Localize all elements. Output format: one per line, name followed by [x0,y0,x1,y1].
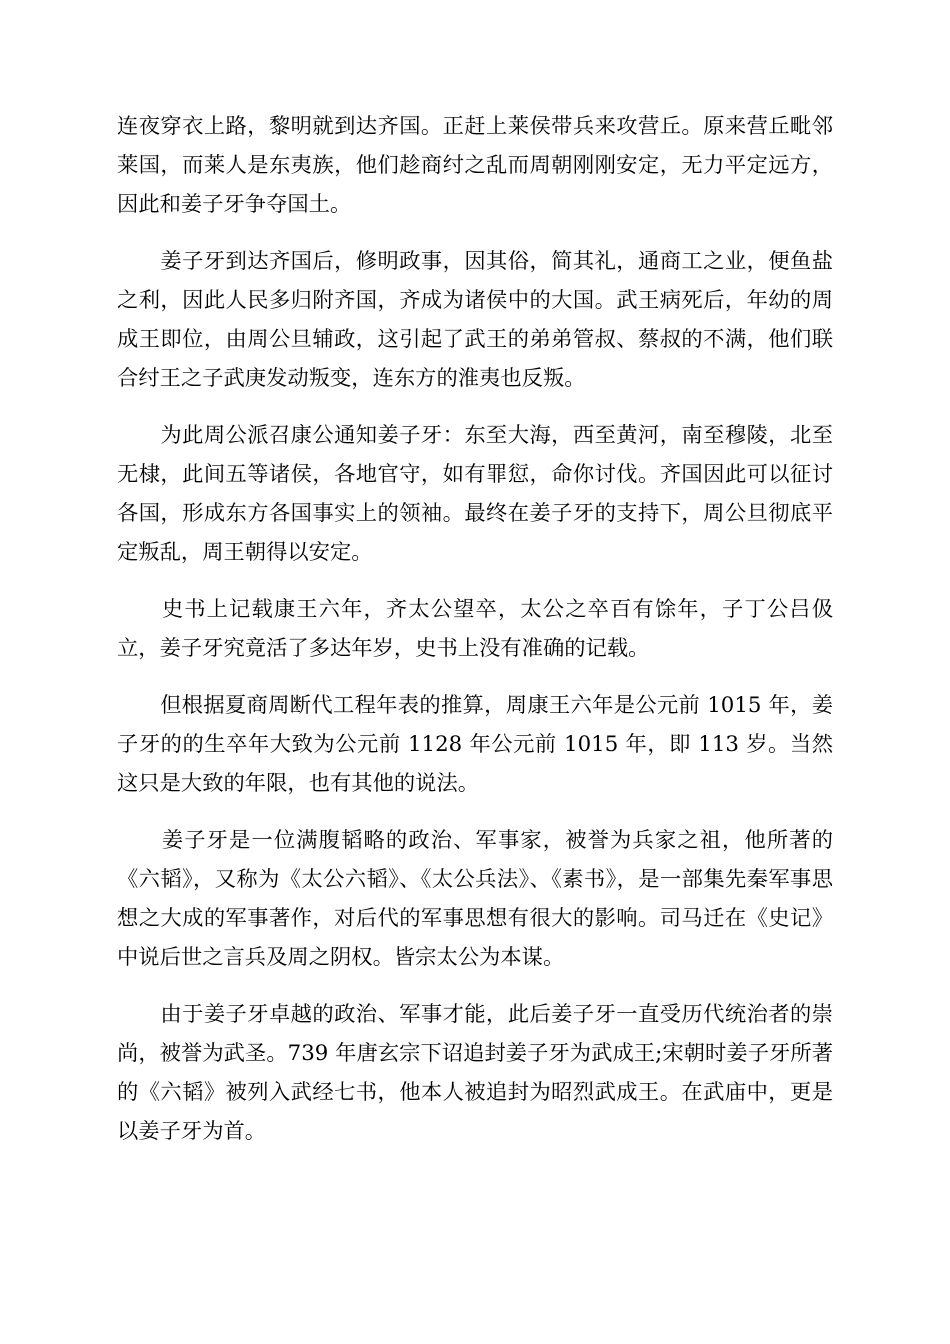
paragraph-2: 姜子牙到达齐国后，修明政事，因其俗，简其礼，通商工之业，便鱼盐之利，因此人民多归附齐国，齐成为诸侯中的大国。武王病死后，年幼的周成王即位，由周公旦辅政，这引起了武王的弟弟管叔、蔡叔的不满，他们联合纣王之子武庚发动叛变，连东方的淮夷也反叛。 [117,249,833,391]
paragraph-4: 史书上记载康王六年，齐太公望卒，太公之卒百有馀年，子丁公吕伋立，姜子牙究竟活了多达年岁，史书上没有准确的记载。 [117,597,833,661]
document-body [117,107,833,1169]
paragraph-5: 但根据夏商周断代工程年表的推算，周康王六年是公元前 1015 年，姜子牙的的生卒年大致为公元前 1128 年公元前 1015 年，即 113 岁。当然这只是大致的年限，也有其他的说法。 [117,693,833,796]
paragraph-3: 为此周公派召康公通知姜子牙：东至大海，西至黄河，南至穆陵，北至无棣，此间五等诸侯，各地官守，如有罪愆，命你讨伐。齐国因此可以征讨各国，形成东方各国事实上的领袖。最终在姜子牙的支持下，周公旦彻底平定叛乱，周王朝得以安定。 [117,423,833,565]
paragraph-6: 姜子牙是一位满腹韬略的政治、军事家，被誉为兵家之祖，他所著的《六韬》，又称为《太公六韬》、《太公兵法》、《素书》，是一部集先秦军事思想之大成的军事著作，对后代的军事思想有很大的影响。司马迁在《史记》中说后世之言兵及周之阴权。皆宗太公为本谋。 [117,828,833,970]
paragraph-1: 连夜穿衣上路，黎明就到达齐国。正赶上莱侯带兵来攻营丘。原来营丘毗邻莱国，而莱人是东夷族，他们趁商纣之乱而周朝刚刚安定，无力平定远方，因此和姜子牙争夺国土。 [117,114,833,217]
paragraph-7: 由于姜子牙卓越的政治、军事才能，此后姜子牙一直受历代统治者的崇尚，被誉为武圣。739 年唐玄宗下诏追封姜子牙为武成王;宋朝时姜子牙所著的《六韬》被列入武经七书，他本人被追封为昭烈武成王。在武庙中，更是以姜子牙为首。 [117,1002,833,1144]
